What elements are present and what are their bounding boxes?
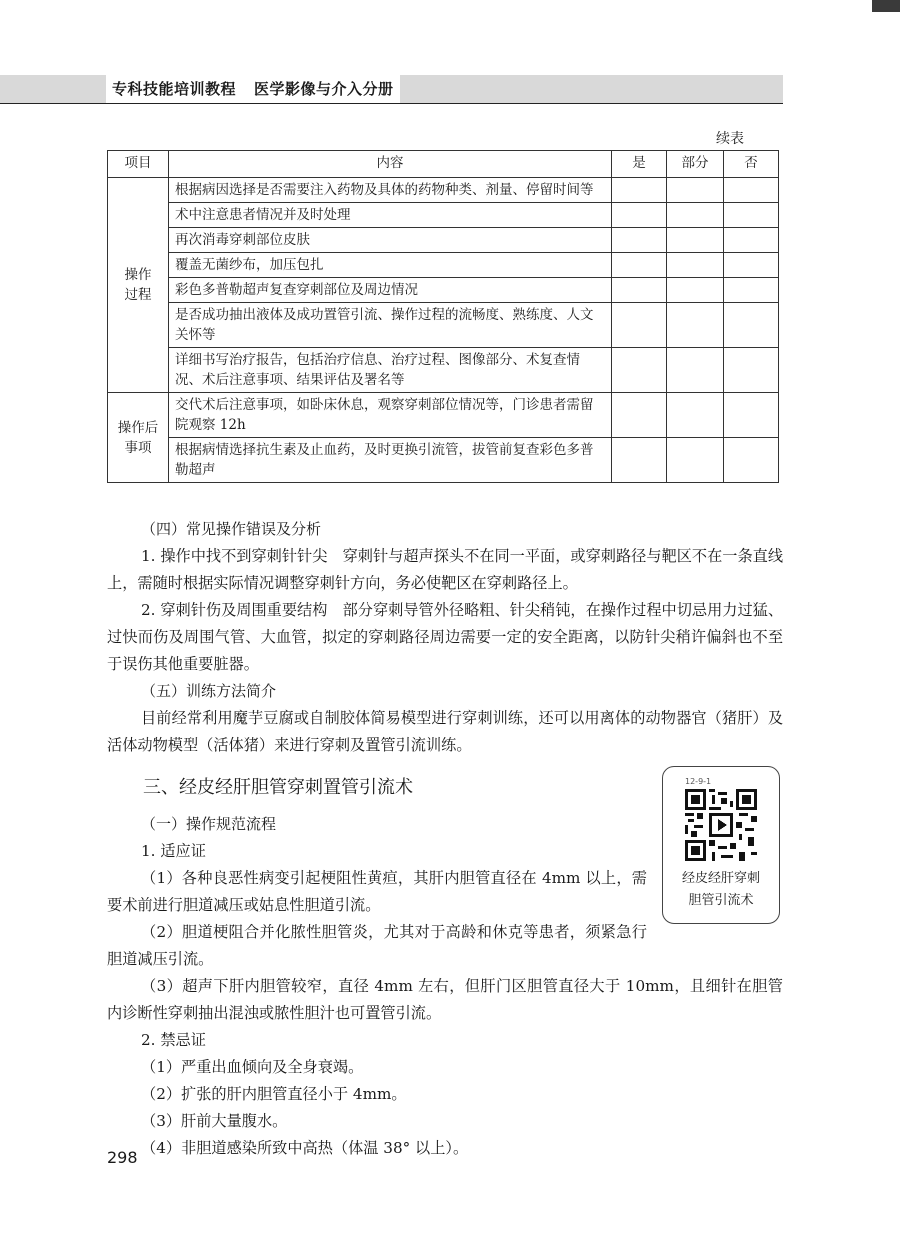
check-no-cell[interactable]: [724, 348, 779, 393]
volume-title: 医学影像与介入分册: [254, 80, 394, 98]
check-partial-cell[interactable]: [667, 253, 724, 278]
paragraph: 1. 操作中找不到穿刺针针尖 穿刺针与超声探头不在同一平面，或穿刺路径与靶区不在一条直线上，需随时根据实际情况调整穿刺针方向，务必使靶区在穿刺路径上。: [107, 547, 784, 592]
check-partial-cell[interactable]: [667, 438, 724, 483]
group-label-post-procedure: [108, 393, 169, 483]
check-no-cell[interactable]: [724, 278, 779, 303]
check-partial-cell[interactable]: [667, 278, 724, 303]
col-header-item: 项目: [108, 151, 169, 178]
section-heading: （四）常见操作错误及分析: [141, 520, 322, 538]
qr-caption-line: 经皮经肝穿刺: [681, 871, 760, 886]
row-content: 再次消毒穿刺部位皮肤: [169, 228, 612, 253]
table-continued-caption: 续表: [716, 131, 744, 147]
check-partial-cell[interactable]: [667, 228, 724, 253]
paragraph: 目前经常利用魔芋豆腐或自制胶体简易模型进行穿刺训练，还可以用离体的动物器官（猪肝）及活体动物模型（活体猪）来进行穿刺及置管引流训练。: [107, 709, 783, 754]
table-row: [108, 303, 779, 348]
check-yes-cell[interactable]: [612, 228, 667, 253]
col-header-content: 内容: [169, 151, 612, 178]
row-content: 是否成功抽出液体及成功置管引流、操作过程的流畅度、熟练度、人文关怀等: [169, 303, 612, 348]
group-label-line: 事项: [124, 439, 152, 456]
row-content: 根据病情选择抗生素及止血药，及时更换引流管，拔管前复查彩色多普勒超声: [169, 438, 612, 483]
table-row: [108, 253, 779, 278]
col-header-no: 否: [724, 151, 779, 178]
check-no-cell[interactable]: [724, 178, 779, 203]
check-partial-cell[interactable]: [667, 348, 724, 393]
paragraph: （1）严重出血倾向及全身衰竭。: [141, 1058, 364, 1076]
check-yes-cell[interactable]: [612, 203, 667, 228]
row-content: 交代术后注意事项，如卧床休息，观察穿刺部位情况等，门诊患者需留院观察 12h: [169, 393, 612, 438]
paragraph: 2. 穿刺针伤及周围重要结构 部分穿刺导管外径略粗、针尖稍钝，在操作过程中切忌用力过猛、过快而伤及周围气管、大血管，拟定的穿刺路径周边需要一定的安全距离，以防针尖稍许偏斜也不至于误伤其他重要脏器。: [107, 601, 784, 673]
check-yes-cell[interactable]: [612, 178, 667, 203]
table-row: [108, 278, 779, 303]
check-partial-cell[interactable]: [667, 303, 724, 348]
paragraph: （2）胆道梗阻合并化脓性胆管炎，尤其对于高龄和休克等患者，须紧急行胆道减压引流。: [107, 923, 647, 968]
check-no-cell[interactable]: [724, 438, 779, 483]
table-row: [108, 393, 779, 438]
paragraph: （3）肝前大量腹水。: [141, 1112, 288, 1130]
check-yes-cell[interactable]: [612, 393, 667, 438]
section-heading: （一）操作规范流程: [141, 815, 277, 833]
chapter-heading: 三、经皮经肝胆管穿刺置管引流术: [143, 777, 413, 798]
running-header: [0, 75, 783, 104]
check-yes-cell[interactable]: [612, 348, 667, 393]
table-header-row: [108, 151, 779, 178]
group-label-line: 操作后: [117, 419, 159, 436]
qr-caption: [663, 868, 779, 912]
paragraph: （2）扩张的肝内胆管直径小于 4mm。: [141, 1085, 407, 1103]
qr-caption-line: 胆管引流术: [688, 893, 754, 908]
check-partial-cell[interactable]: [667, 203, 724, 228]
subheading: 1. 适应证: [141, 842, 206, 860]
section-heading: （五）训练方法简介: [141, 682, 277, 700]
corner-mark: [872, 0, 900, 12]
table-row: [108, 203, 779, 228]
group-label-line: 操作: [124, 267, 152, 283]
row-content: 详细书写治疗报告，包括治疗信息、治疗过程、图像部分、术复查情况、术后注意事项、结果评估及署名等: [169, 348, 612, 393]
table-row: [108, 348, 779, 393]
col-header-partial: 部分: [667, 151, 724, 178]
table-row: [108, 438, 779, 483]
book-title: 专科技能培训教程: [112, 80, 237, 98]
table-row: [108, 228, 779, 253]
check-yes-cell[interactable]: [612, 278, 667, 303]
check-yes-cell[interactable]: [612, 438, 667, 483]
qr-code-id: 12-9-1: [685, 777, 712, 786]
check-no-cell[interactable]: [724, 228, 779, 253]
row-content: 根据病因选择是否需要注入药物及具体的药物种类、剂量、停留时间等: [169, 178, 612, 203]
page-number: 298: [107, 1148, 138, 1167]
group-label-line: 过程: [124, 287, 152, 303]
check-partial-cell[interactable]: [667, 178, 724, 203]
table-row: [108, 178, 779, 203]
paragraph: （4）非胆道感染所致中高热（体温 38° 以上）。: [141, 1139, 469, 1157]
check-no-cell[interactable]: [724, 303, 779, 348]
row-content: 覆盖无菌纱布，加压包扎: [169, 253, 612, 278]
check-no-cell[interactable]: [724, 253, 779, 278]
subheading: 2. 禁忌证: [141, 1031, 206, 1049]
check-no-cell[interactable]: [724, 393, 779, 438]
check-yes-cell[interactable]: [612, 303, 667, 348]
check-no-cell[interactable]: [724, 203, 779, 228]
row-content: 彩色多普勒超声复查穿刺部位及周边情况: [169, 278, 612, 303]
qr-code-icon[interactable]: [685, 789, 757, 861]
paragraph: （1）各种良恶性病变引起梗阻性黄疸，其肝内胆管直径在 4mm 以上，需要术前进行胆道减压或姑息性胆道引流。: [107, 869, 647, 914]
row-content: 术中注意患者情况并及时处理: [169, 203, 612, 228]
paragraph: （3）超声下肝内胆管较窄，直径 4mm 左右，但肝门区胆管直径大于 10mm，且细针在胆管内诊断性穿刺抽出混浊或脓性胆汁也可置管引流。: [107, 977, 783, 1022]
checklist-table: [107, 150, 779, 483]
check-yes-cell[interactable]: [612, 253, 667, 278]
col-header-yes: 是: [612, 151, 667, 178]
check-partial-cell[interactable]: [667, 393, 724, 438]
group-label-procedure: [108, 178, 169, 393]
qr-code-card[interactable]: [662, 766, 780, 924]
